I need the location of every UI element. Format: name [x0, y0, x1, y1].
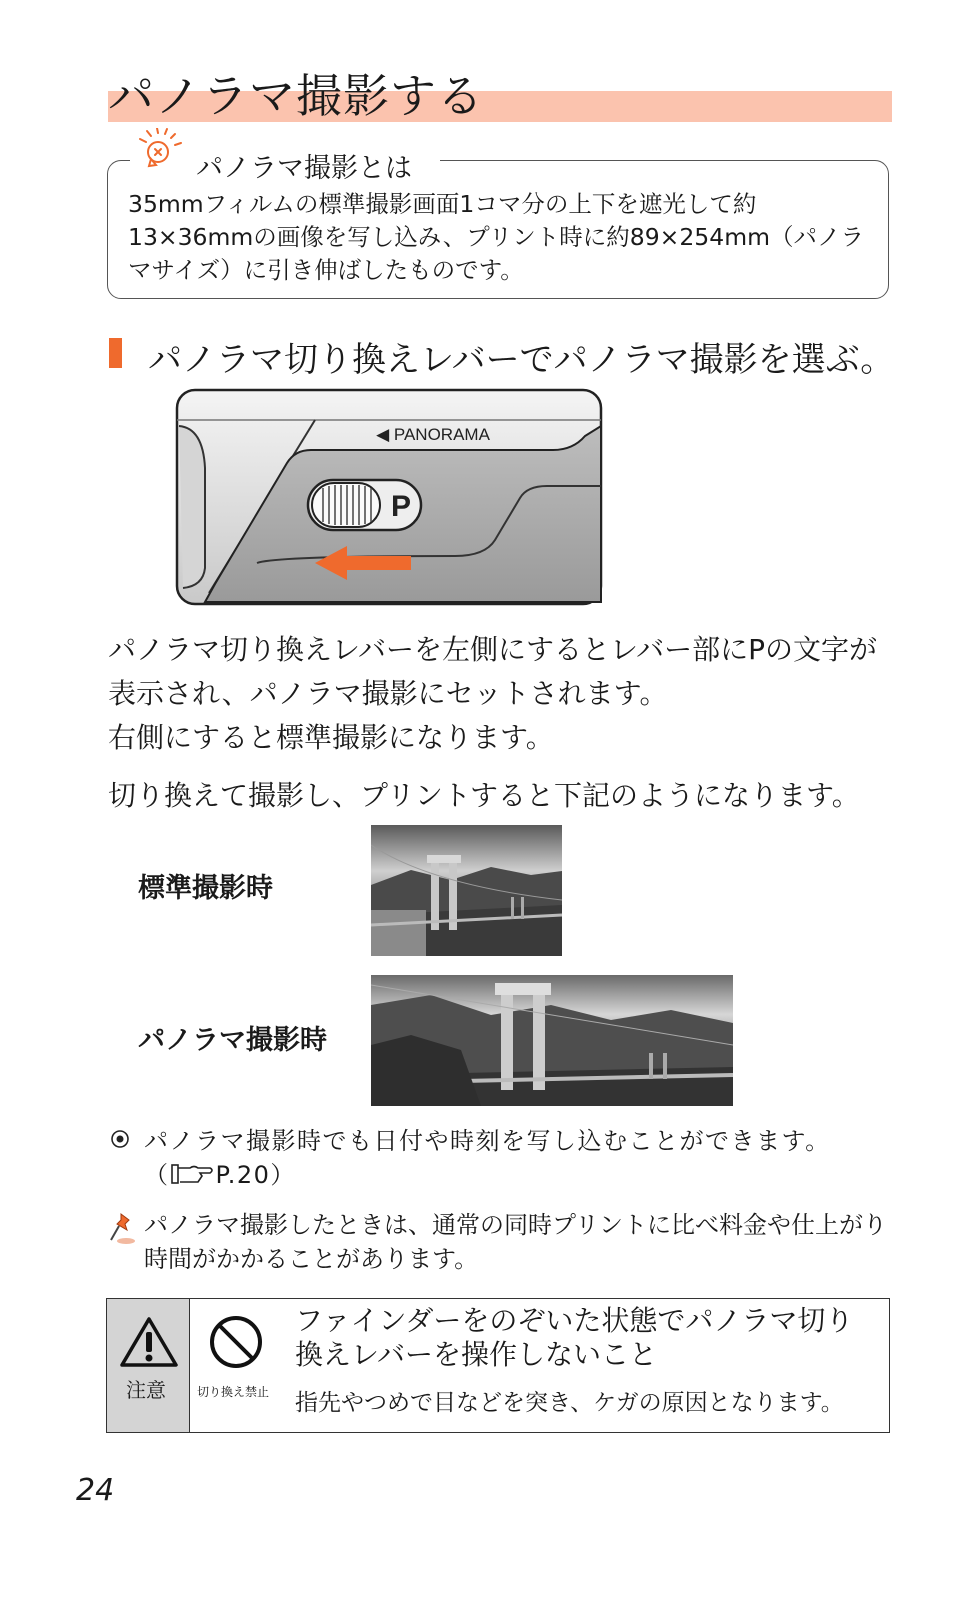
- instruction-paragraph: パノラマ切り換えレバーを左側にするとレバー部にPの文字が表示され、パノラマ撮影にセットされます。 右側にすると標準撮影になります。: [108, 633, 877, 754]
- standard-photo-label: 標準撮影時: [138, 873, 273, 904]
- lightbulb-icon: [137, 128, 187, 176]
- page-reference: P.20）: [215, 1161, 296, 1189]
- page-title: パノラマ撮影する: [108, 69, 484, 123]
- pushpin-icon: [107, 1210, 137, 1246]
- tip-body: 35mmフィルムの標準撮影画面1コマ分の上下を遮光して約13×36mmの画像を写し込み、プリント時に約89×254mm（パノラマサイズ）に引き伸ばしたものです。: [128, 190, 864, 284]
- panorama-photo-label: パノラマ撮影時: [138, 1025, 327, 1056]
- caution-sub-text: 指先やつめで目などを突き、ケガの原因となります。: [295, 1390, 844, 1416]
- prohibition-icon: [208, 1314, 264, 1370]
- page-number: 24: [76, 1473, 115, 1508]
- tip-heading: パノラマ撮影とは: [196, 153, 412, 184]
- reference-pointing-hand-icon: [170, 1162, 216, 1186]
- prohibition-label: 切り換え禁止: [197, 1385, 270, 1399]
- caution-main-text: ファインダーをのぞいた状態でパノラマ切り換えレバーを操作しないこと: [295, 1304, 854, 1371]
- warning-triangle-icon: [119, 1316, 179, 1368]
- panorama-lever-illustration: [175, 388, 603, 606]
- section-heading: パノラマ切り換えレバーでパノラマ撮影を選ぶ。: [148, 340, 895, 380]
- note1-ref-open: （: [144, 1161, 170, 1189]
- panorama-photo: [371, 975, 733, 1106]
- note-date-imprint: [144, 1124, 904, 1192]
- note1-text: パノラマ撮影時でも日付や時刻を写し込むことができます。: [144, 1127, 831, 1155]
- lever-p-mark: P: [390, 490, 412, 523]
- panorama-label: ◀ PANORAMA: [376, 425, 490, 444]
- caution-label: 注意: [126, 1378, 166, 1402]
- section-marker: [109, 338, 122, 368]
- bullet-circle-icon: [110, 1129, 130, 1149]
- result-intro-paragraph: 切り換えて撮影し、プリントすると下記のようになります。: [108, 779, 860, 812]
- note-panorama-print: パノラマ撮影したときは、通常の同時プリントに比べ料金や仕上がり時間がかかることがあります。: [144, 1211, 888, 1273]
- standard-photo: [371, 825, 562, 956]
